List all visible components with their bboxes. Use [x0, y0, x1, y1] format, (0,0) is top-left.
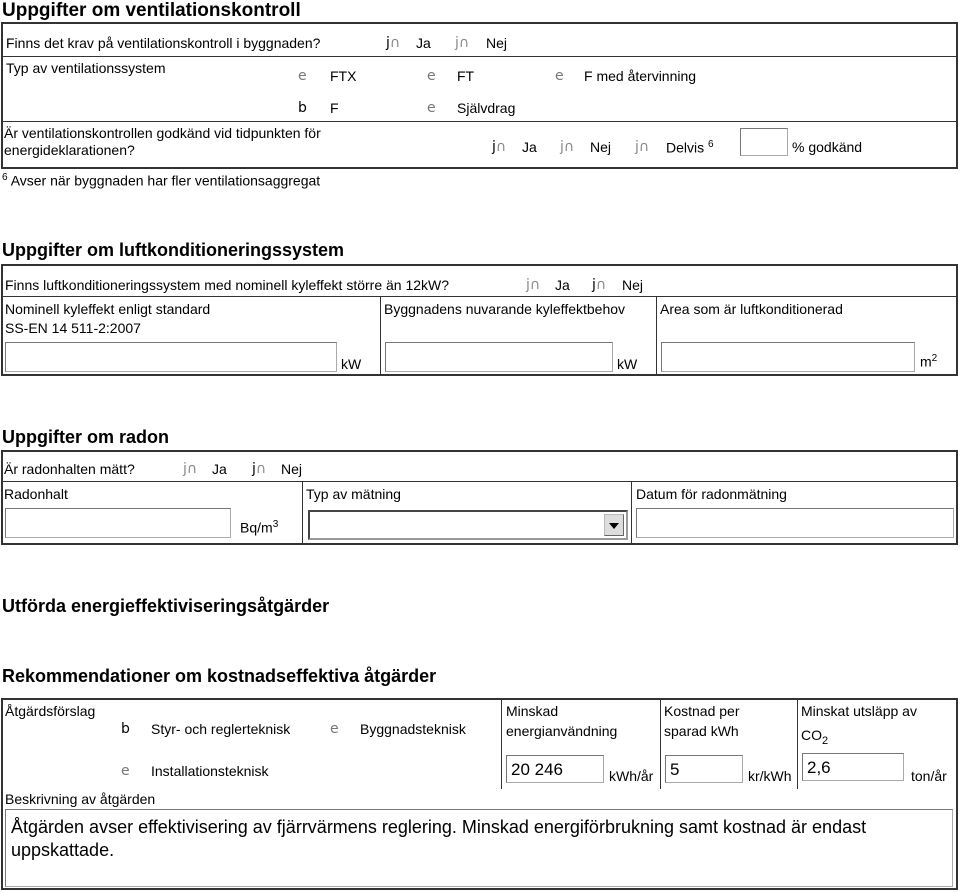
opt-label: Styr- och reglerteknisk — [151, 721, 291, 737]
radon-col1-header: Radonhalt — [4, 486, 68, 502]
divider — [2, 56, 957, 57]
cooling-demand-field[interactable] — [385, 342, 613, 372]
opt-label: Nej — [486, 35, 508, 51]
opt-label: Ja — [555, 277, 570, 293]
unit-kw: kW — [617, 356, 638, 372]
opt-label: Nej — [281, 461, 303, 477]
radon-title: Uppgifter om radon — [2, 427, 169, 447]
checkbox-f[interactable]: b — [298, 100, 307, 116]
q-approved-line2: energideklarationen? — [4, 142, 135, 158]
unit-kwh-ar: kWh/år — [609, 768, 654, 784]
divider — [656, 297, 657, 375]
measurement-type-select[interactable] — [308, 510, 628, 540]
unit-sup: 3 — [272, 519, 279, 530]
co2-text: CO — [801, 727, 822, 743]
col-co2-line2 — [801, 727, 828, 747]
opt-label: F — [330, 100, 339, 116]
divider — [631, 482, 632, 544]
q-approved-line1: Är ventilationskontrollen godkänd vid tidpunkten för — [4, 125, 321, 141]
co2-sub: 2 — [822, 734, 829, 747]
divider — [2, 481, 957, 482]
unit-bqm: Bq/m — [240, 519, 273, 536]
opt-label: Installationsteknisk — [151, 763, 269, 779]
recs-title: Rekommendationer om kostnadseffektiva åtgärder — [2, 666, 437, 686]
col-cost-line1: Kostnad per — [664, 703, 740, 719]
checkbox-installationsteknisk[interactable]: e — [121, 763, 130, 779]
col-energy-line2: energianvändning — [506, 723, 618, 739]
radio-ac-nej[interactable]: j∩ — [592, 277, 607, 293]
footnote-text: Avser när byggnaden har fler ventilationsaggregat — [10, 172, 321, 189]
delvis-label: Delvis — [666, 139, 705, 156]
measures-title: Utförda energieffektiviseringsåtgärder — [2, 596, 330, 616]
opt-label: Ja — [416, 35, 431, 51]
divider — [797, 699, 798, 789]
unit-m2 — [920, 353, 937, 370]
chevron-down-icon — [609, 523, 619, 529]
energy-saving-field[interactable] — [506, 755, 604, 783]
dropdown-button[interactable] — [604, 514, 624, 536]
radio-required-ja[interactable]: j∩ — [386, 35, 401, 51]
description-label: Beskrivning av åtgärden — [5, 791, 156, 807]
radon-question: Är radonhalten mätt? — [4, 461, 135, 477]
opt-label: F med återvinning — [584, 68, 697, 84]
description-text: Åtgärden avser effektivisering av fjärrvärmens reglering. Minskad energiförbrukning samt kostnad är endast uppskattade. — [11, 817, 867, 860]
nominal-cooling-field[interactable] — [5, 342, 337, 372]
col-action-header: Åtgärdsförslag — [5, 703, 96, 719]
divider — [2, 296, 957, 297]
cost-per-kwh-value: 5 — [670, 760, 680, 779]
opt-label: Ja — [522, 139, 537, 155]
ac-col2-header: Byggnadens nuvarande kyleffektbehov — [384, 301, 626, 317]
radio-ac-ja[interactable]: j∩ — [526, 277, 541, 293]
ac-col1-line2: SS-EN 14 511-2:2007 — [5, 320, 141, 336]
vent-system-label: Typ av ventilationssystem — [6, 60, 166, 76]
radon-level-field[interactable] — [5, 508, 231, 538]
radon-col2-header: Typ av mätning — [306, 486, 401, 502]
opt-label: Självdrag — [457, 100, 516, 116]
divider — [380, 297, 381, 375]
opt-label: FTX — [330, 68, 357, 84]
unit-kr-kwh: kr/kWh — [748, 768, 792, 784]
description-field[interactable] — [5, 809, 953, 887]
unit-ton-ar: ton/år — [911, 768, 947, 784]
checkbox-sjalvdrag[interactable]: e — [427, 100, 436, 116]
checkbox-f-med-atervinning[interactable]: e — [555, 68, 564, 84]
q-vent-required: Finns det krav på ventilationskontroll i byggnaden? — [6, 35, 321, 51]
ac-area-field[interactable] — [661, 342, 915, 372]
unit-bqm3 — [240, 519, 278, 536]
footnote-mark: 6 — [2, 172, 8, 183]
radio-required-nej[interactable]: j∩ — [455, 35, 470, 51]
percent-suffix: % godkänd — [792, 139, 863, 155]
radio-radon-ja[interactable]: j∩ — [183, 461, 198, 477]
opt-label: Nej — [622, 277, 644, 293]
ventilation-title: Uppgifter om ventilationskontroll — [2, 0, 301, 21]
radon-date-field[interactable] — [636, 508, 954, 538]
ac-title: Uppgifter om luftkonditioneringssystem — [2, 240, 345, 260]
energy-saving-value: 20 246 — [511, 760, 563, 779]
unit-kw: kW — [341, 356, 362, 372]
divider — [2, 121, 957, 122]
unit-m: m — [920, 353, 932, 370]
ac-col3-header: Area som är luftkonditionerad — [660, 301, 843, 317]
checkbox-byggnadsteknisk[interactable]: e — [330, 721, 339, 737]
radio-approved-ja[interactable]: j∩ — [492, 139, 507, 155]
radio-approved-delvis[interactable]: j∩ — [635, 139, 650, 155]
checkbox-styr[interactable]: b — [121, 721, 130, 737]
col-energy-line1: Minskad — [506, 703, 559, 719]
ac-question: Finns luftkonditioneringssystem med nominell kyleffekt större än 12kW? — [5, 277, 450, 293]
opt-label: Ja — [212, 461, 227, 477]
cost-per-kwh-field[interactable] — [665, 755, 743, 783]
checkbox-ftx[interactable]: e — [298, 68, 307, 84]
radio-radon-nej[interactable]: j∩ — [252, 461, 267, 477]
percent-approved-field[interactable] — [740, 128, 788, 156]
opt-label — [666, 139, 714, 156]
opt-label: Byggnadsteknisk — [360, 721, 466, 737]
co2-reduction-field[interactable] — [802, 753, 904, 781]
opt-label: Nej — [590, 139, 612, 155]
delvis-footnote-ref: 6 — [708, 139, 714, 150]
radio-approved-nej[interactable]: j∩ — [560, 139, 575, 155]
col-cost-line2: sparad kWh — [664, 723, 739, 739]
checkbox-ft[interactable]: e — [427, 68, 436, 84]
radon-col3-header: Datum för radonmätning — [636, 486, 787, 502]
ac-col1-line1: Nominell kyleffekt enligt standard — [5, 301, 211, 317]
divider — [501, 699, 502, 789]
footnote — [2, 172, 320, 189]
co2-reduction-value: 2,6 — [807, 758, 831, 777]
divider — [660, 699, 661, 789]
opt-label: FT — [457, 68, 475, 84]
unit-sup: 2 — [931, 353, 938, 364]
divider — [302, 482, 303, 544]
col-co2-line1: Minskat utsläpp av — [801, 703, 917, 719]
